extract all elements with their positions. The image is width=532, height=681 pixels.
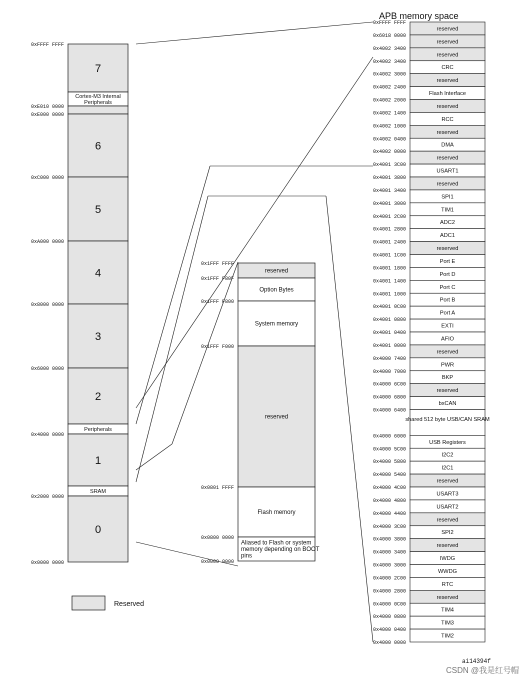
address-label: 0x1FFF F80F [200,276,234,282]
region-label: 3 [94,331,102,343]
region-label: 4 [94,267,102,280]
apb-block-label: I2C1 [441,465,454,472]
address-label: 0x2000 0000 [30,494,64,500]
address-label: 0x4002 1000 [372,123,406,130]
address-label: 0x4000 0000 [372,640,406,646]
region-label: 5 [94,204,102,216]
flash-block-label: reserved [264,414,289,421]
apb-block-label: I2C2 [441,452,454,459]
address-label: 0x4001 0000 [372,342,406,349]
figure-id: ai14394f [462,658,491,665]
apb-memory-map [373,20,490,646]
address-label: 0xE010 0000 [30,104,64,110]
apb-block-label: TIM3 [441,620,454,627]
address-label: 0x4000 0400 [372,627,406,634]
apb-block-label: reserved [436,181,459,188]
connector-line [136,196,208,482]
address-label: 0x4000 2800 [372,588,406,595]
address-label: 0xFFFF FFFF [372,20,406,26]
apb-block-label: shared 512 byte USB/CAN SRAM [405,416,490,423]
address-label: 0x4002 3400 [372,58,406,65]
apb-block-label: BKP [441,375,454,382]
address-label: 0x4000 4800 [372,497,406,504]
address-label: 0x4000 2C00 [372,575,406,582]
address-label: 0x0800 0000 [200,535,234,541]
address-label: 0xE000 0000 [30,112,64,118]
apb-block-label: Port C [439,284,456,291]
address-label: 0x4000 4C00 [372,485,406,491]
connector-line [136,166,210,424]
address-label: 0x4000 3000 [372,562,406,569]
connector-line [326,196,373,642]
apb-block-label: reserved [436,103,459,110]
apb-block-label: reserved [436,52,459,59]
flash-block-label: reserved [264,268,289,275]
apb-block-label: reserved [436,478,459,485]
apb-block-label: reserved [436,26,459,33]
address-label: 0x1FFF FFFF [200,261,234,267]
address-label: 0x4000 0000 [30,432,64,438]
address-label: 0x4000 3C00 [372,523,406,530]
apb-block-label: USB Registers [429,439,466,446]
connector-line [136,444,172,470]
apb-title: APB memory space [379,11,459,21]
apb-block-label: reserved [436,594,459,601]
apb-block-label: TIM2 [441,633,454,640]
address-label: 0x4000 5400 [372,472,406,479]
address-label: 0x4000 7000 [372,368,406,375]
address-label: 0x4001 3800 [372,175,406,181]
apb-block-label: reserved [436,246,459,253]
apb-block-label: reserved [436,349,459,356]
apb-block-label: ADC1 [440,233,455,240]
apb-block-label: TIM4 [441,607,454,614]
apb-block-label: reserved [436,543,459,550]
address-label: 0x1FFF F800 [200,299,234,305]
flash-memory-map [201,261,320,565]
apb-block-label: RTC [441,581,454,588]
apb-block-label: reserved [436,517,459,524]
address-label: 0x4000 0C00 [372,601,406,608]
address-label: 0x4000 3800 [372,536,406,543]
legend [72,596,144,610]
address-label: 0x4002 3000 [372,71,406,78]
address-label: 0x4000 5800 [372,459,406,466]
address-label: 0x4001 0C00 [372,304,406,311]
apb-block-label: reserved [436,155,459,162]
address-label: 0xFFFF FFFF [30,42,64,48]
address-label: 0x0801 FFFF [200,485,234,491]
address-label: 0x4001 0800 [372,317,406,324]
apb-block-label: USART1 [436,168,459,175]
address-label: 0x4001 0400 [372,330,406,336]
address-label: 0x4001 1000 [372,291,406,298]
address-label: 0x1FFF F000 [200,344,234,350]
address-label: 0x4002 1400 [372,110,406,117]
address-label: 0xC000 0000 [30,175,64,181]
memory-block-gap [68,106,128,114]
apb-block-label: reserved [436,388,459,395]
address-label: 0x4000 3400 [372,549,406,556]
legend-swatch [72,596,105,610]
apb-block-label: SPI2 [441,530,454,537]
address-label: 0x4002 0000 [372,149,406,156]
apb-block-label: EXTI [441,323,454,330]
address-label: 0x4002 2000 [372,97,406,104]
block-label: SRAM [90,489,106,495]
apb-block-label: Port B [439,297,456,304]
region-label: 2 [94,391,102,403]
flash-block-label: Flash memory [257,510,296,516]
address-label: 0x4000 6000 [372,433,406,440]
apb-block-label: reserved [436,129,459,136]
apb-block-label: DMA [441,142,454,149]
apb-block-label: RCC [441,116,454,123]
address-label: 0x4001 2400 [372,239,406,246]
address-label: 0x4001 2C00 [372,213,406,220]
apb-block-label: Flash Interface [429,91,466,98]
block-label: Peripherals [84,427,112,433]
apb-block-label: CRC [441,65,454,72]
main-memory-map [31,42,128,566]
address-label: 0xA000 0000 [30,239,64,245]
address-label: 0x4001 1C00 [372,252,406,259]
region-label: 6 [94,140,102,153]
flash-block-label: Option Bytes [259,287,294,294]
apb-block-label: Port A [439,310,456,317]
address-label: 0x0000 0000 [200,559,234,565]
watermark: CSDN @我是红号帽 [446,666,520,675]
address-label: 0x4002 0400 [372,136,406,143]
address-label: 0x4001 3400 [372,187,406,194]
apb-block-label: AFIO [440,336,455,343]
address-label: 0x8000 0000 [30,302,64,308]
address-label: 0x4001 1400 [372,278,406,285]
connector-line [136,22,373,44]
address-label: 0x4001 3C00 [372,162,406,169]
apb-block-label: bxCAN [438,401,457,408]
apb-block-label: reserved [436,78,459,85]
address-label: 0x4002 2400 [372,84,406,91]
address-label: 0x4000 5C00 [372,446,406,453]
flash-block-label: Aliased to Flash or system memory depending on BOOT pins [241,540,320,560]
address-label: 0x4000 4400 [372,510,406,517]
region-label: 7 [94,63,102,75]
flash-block-label: System memory [254,321,299,328]
legend-label: Reserved [114,601,144,608]
apb-block-label: ADC2 [440,220,455,227]
apb-block-label: USART2 [436,504,459,511]
address-label: 0x6000 0000 [30,366,64,372]
region-label: 0 [94,524,102,536]
address-label: 0x4002 3400 [372,45,406,52]
apb-block-label: reserved [436,39,459,46]
address-label: 0x0000 0000 [30,560,64,566]
address-label: 0x4001 1800 [372,265,406,272]
address-label: 0x4000 7400 [372,355,406,362]
address-label: 0x4000 6C00 [372,381,406,388]
apb-block-label: PWR [440,362,455,369]
apb-block-label: Port D [439,271,456,278]
apb-block-label: TIM1 [441,207,454,214]
connector-line [172,262,238,444]
apb-block-label: IWDG [439,556,456,563]
apb-block-label: USART3 [436,491,459,498]
region-label: 1 [94,455,102,467]
address-label: 0x4000 6800 [372,394,406,401]
address-label: 0x6018 0000 [372,32,406,39]
address-label: 0x4001 2800 [372,226,406,233]
address-label: 0x4000 6400 [372,407,406,414]
address-label: 0x4001 3000 [372,200,406,207]
address-label: 0x4000 0800 [372,614,406,621]
block-label: Cortex-M3 Internal Peripherals [75,94,121,106]
apb-block-label: WWDG [438,568,457,575]
apb-block-label: Port E [439,258,456,265]
apb-block-label: SPI1 [441,194,454,201]
